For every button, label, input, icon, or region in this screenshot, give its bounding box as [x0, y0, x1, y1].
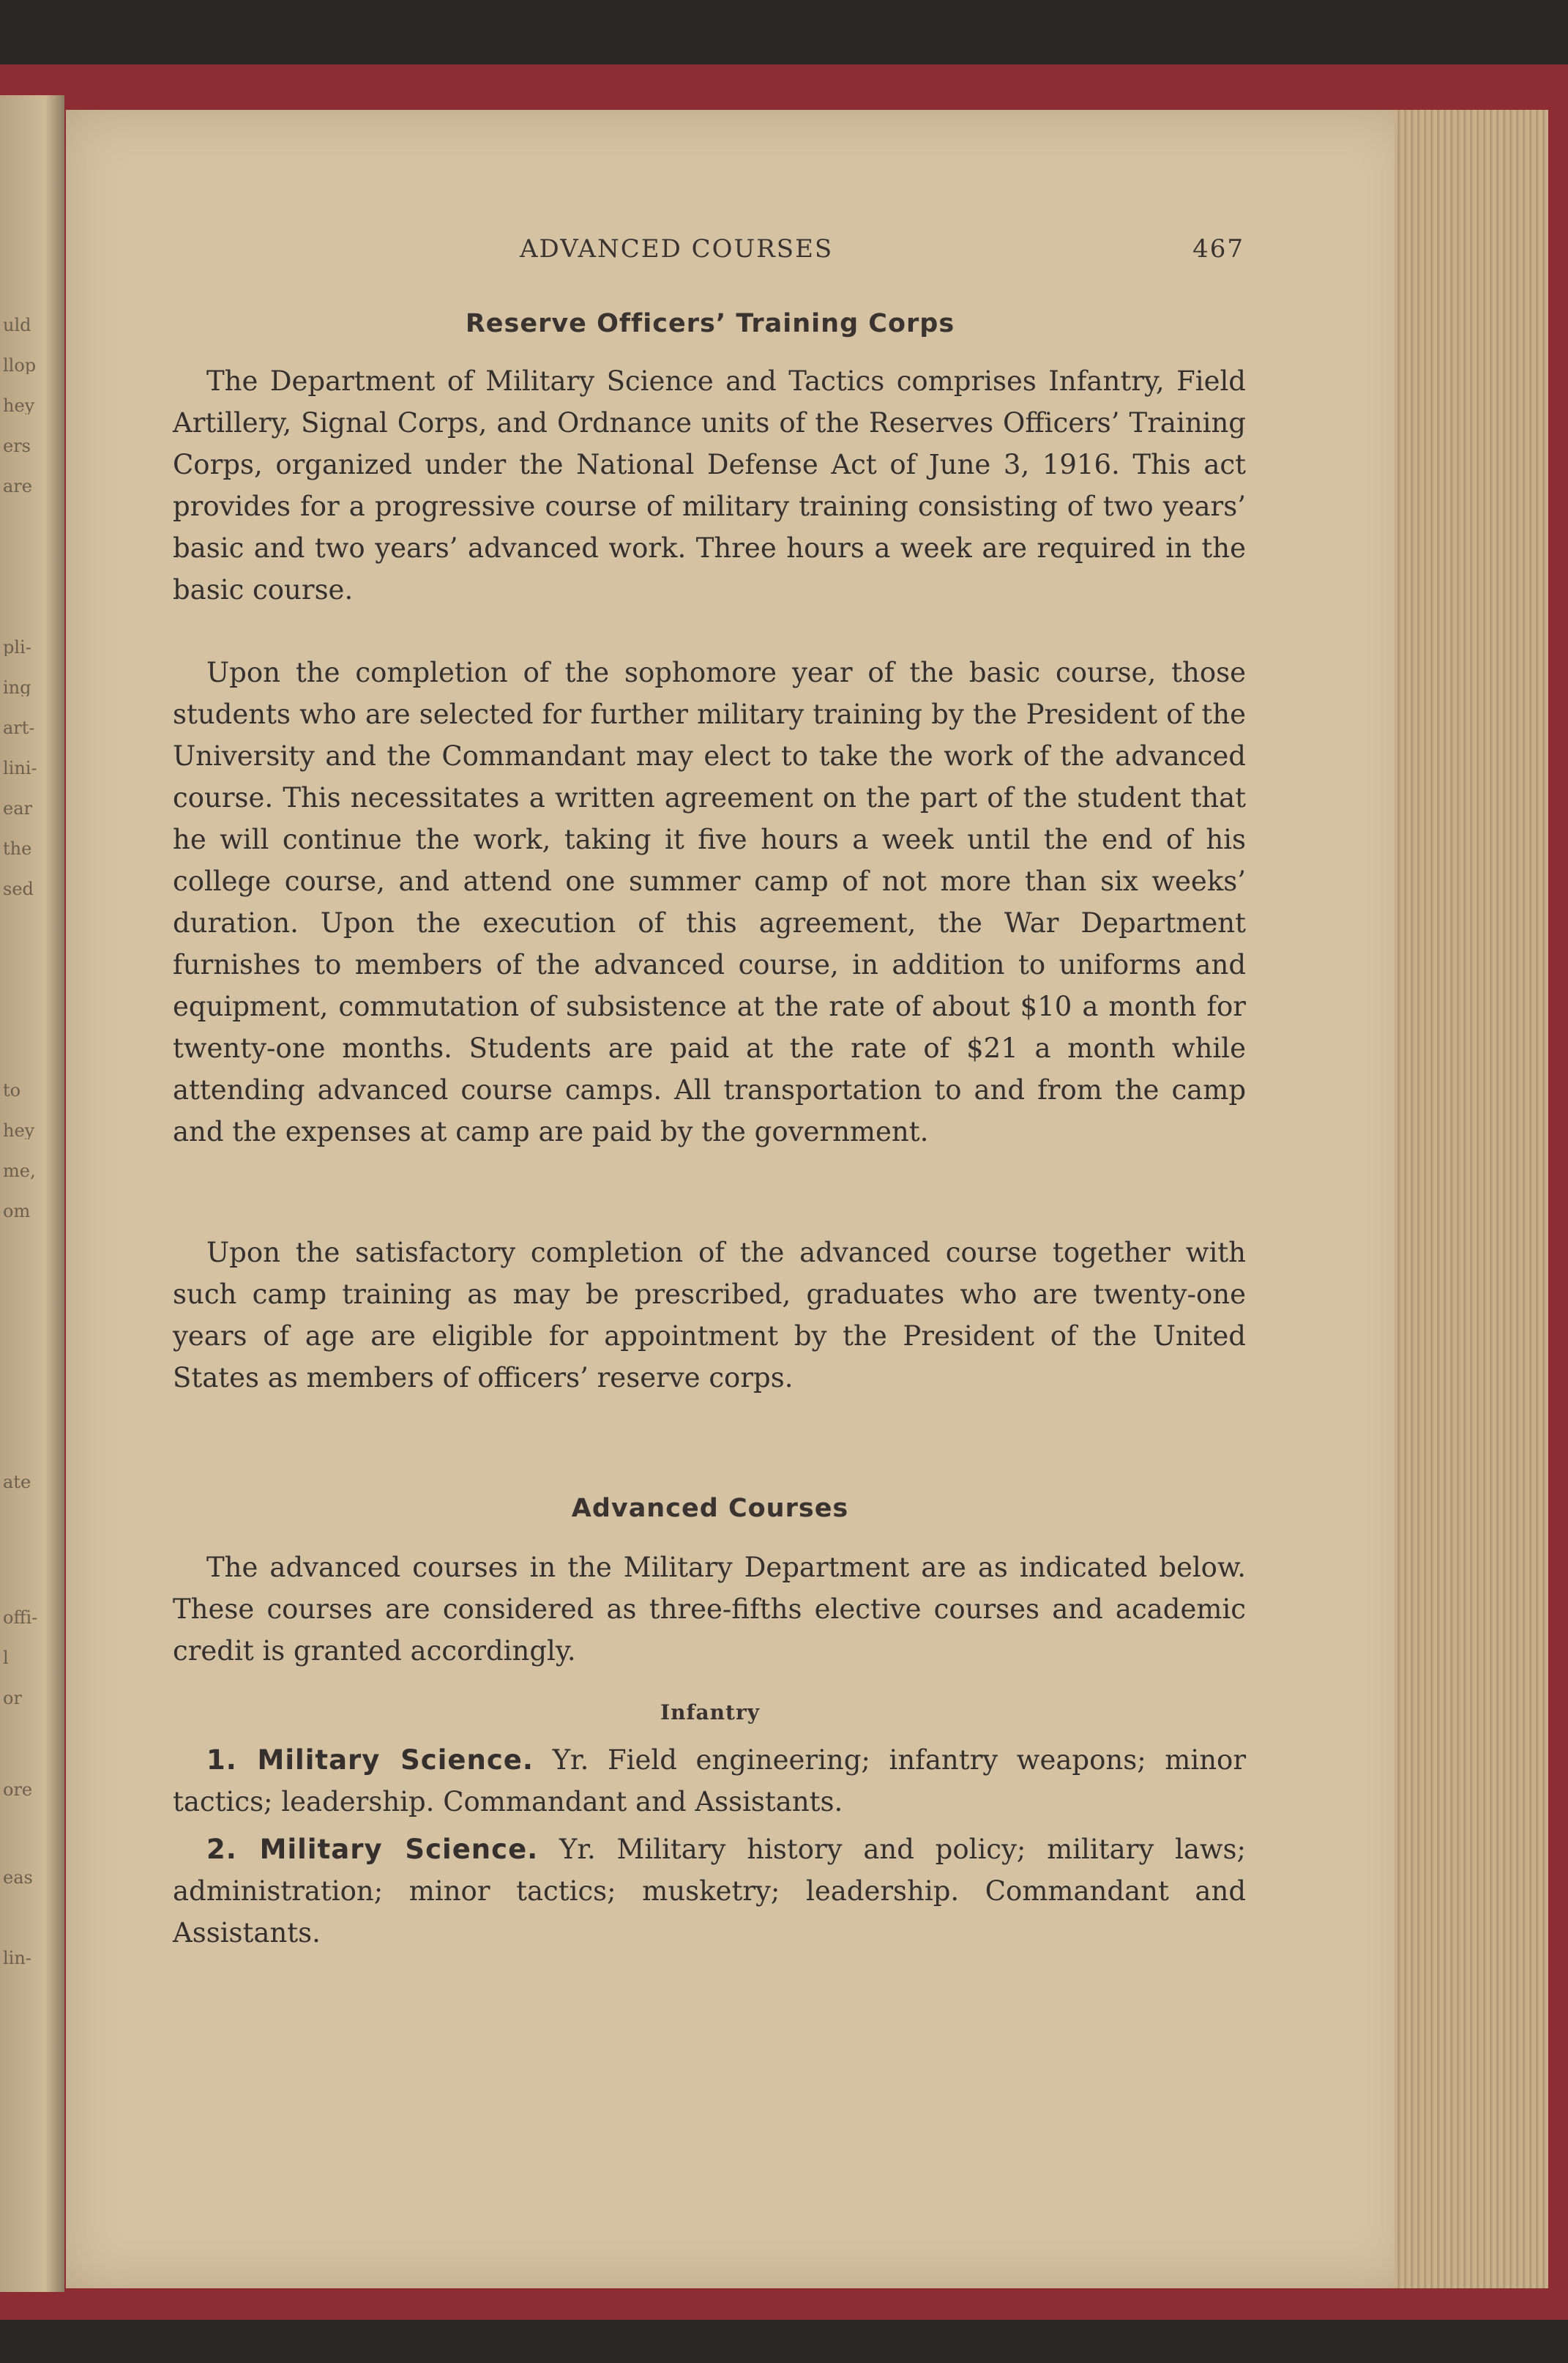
section-title-advanced: Advanced Courses [571, 1494, 849, 1523]
page-edges [1395, 110, 1548, 2288]
left-page-fragment: ear [3, 798, 32, 817]
left-page-fragment: eas [3, 1867, 33, 1886]
course-item [173, 1739, 1246, 1823]
advanced-intro: The advanced courses in the Military Department are as indicated below. These courses are considered as three-fifths elective courses and academic credit is granted accordingly. [173, 1552, 1246, 1667]
subsection-title-infantry: Infantry [660, 1700, 760, 1724]
running-header [176, 234, 1244, 271]
left-page-fragment: hey [3, 395, 35, 414]
left-page-fragment: l [3, 1648, 9, 1667]
running-title: ADVANCED COURSES [520, 234, 834, 264]
left-page-fragment: lini- [3, 758, 37, 777]
left-page-fragment: lin- [3, 1948, 31, 1967]
left-page-fragment: art- [3, 718, 35, 737]
left-page-fragment: me, [3, 1161, 36, 1180]
left-page-fragment: ate [3, 1472, 31, 1491]
left-page-fragment: the [3, 838, 32, 857]
rotc-paragraph: Upon the completion of the sophomore year of the basic course, those students who are selected for further military training by the President of the University and the Commandant may elect to take the work of the advanced course. This necessitates a written agreement on the part of the student that he will continue the work, taking it five hours a week until the end of his college course, and attend one summer camp of not more than six weeks’ duration. Upon the execution of this agreement, the War Department furnishes to members of the advanced course, in addition to uniforms and equipment, commutation of subsistence at the rate of about $10 a month for twenty-one months. Students are paid at the rate of $21 a month while attending advanced course camps. All transportation to and from the camp and the expenses at camp are paid by the government. [173, 657, 1246, 1147]
left-page-fragment: ers [3, 436, 31, 455]
course-item [173, 1828, 1246, 1954]
left-page-fragment: ore [3, 1779, 33, 1798]
left-page-fragment: sed [3, 879, 34, 898]
rotc-paragraph: The Department of Military Science and Tactics comprises Infantry, Field Artillery, Signal Corps, and Ordnance units of the Reserves Officers’ Training Corps, organized under the National Defense Act of June 3, 1916. This act provides for a progressive course of military training consisting of two years’ basic and two years’ advanced work. Three hours a week are required in the basic course. [173, 365, 1246, 606]
course-description: Yr. Military history and policy; military laws; administration; minor tactics; musketry; leadership. Commandant and Assistants. [173, 1834, 1247, 1949]
section-title-rotc: Reserve Officers’ Training Corps [465, 309, 955, 338]
left-page-fragment: llop [3, 355, 37, 374]
course-description: Yr. Field engineering; infantry weapons; minor tactics; leadership. Commandant and Assistants. [173, 1744, 1247, 1817]
page-number: 467 [1192, 234, 1244, 264]
left-page-fragment: pli- [3, 637, 31, 656]
left-page-fragment: ing [3, 677, 31, 696]
rotc-paragraph: Upon the satisfactory completion of the advanced course together with such camp training as may be prescribed, graduates who are twenty-one years of age are eligible for appointment by the President of the United States as members of officers’ reserve corps. [173, 1237, 1246, 1393]
course-label: 1. Military Science. [206, 1744, 534, 1776]
course-label: 2. Military Science. [206, 1834, 539, 1865]
left-page-fragment: are [3, 476, 32, 495]
left-page-fragment: hey [3, 1120, 35, 1139]
left-page-edge [0, 95, 64, 2292]
left-page-fragment: or [3, 1688, 22, 1707]
left-page-fragment: to [3, 1080, 21, 1099]
left-page-fragment: uld [3, 315, 31, 334]
left-page-fragment: om [3, 1201, 31, 1220]
left-page-fragment: offi- [3, 1607, 38, 1626]
